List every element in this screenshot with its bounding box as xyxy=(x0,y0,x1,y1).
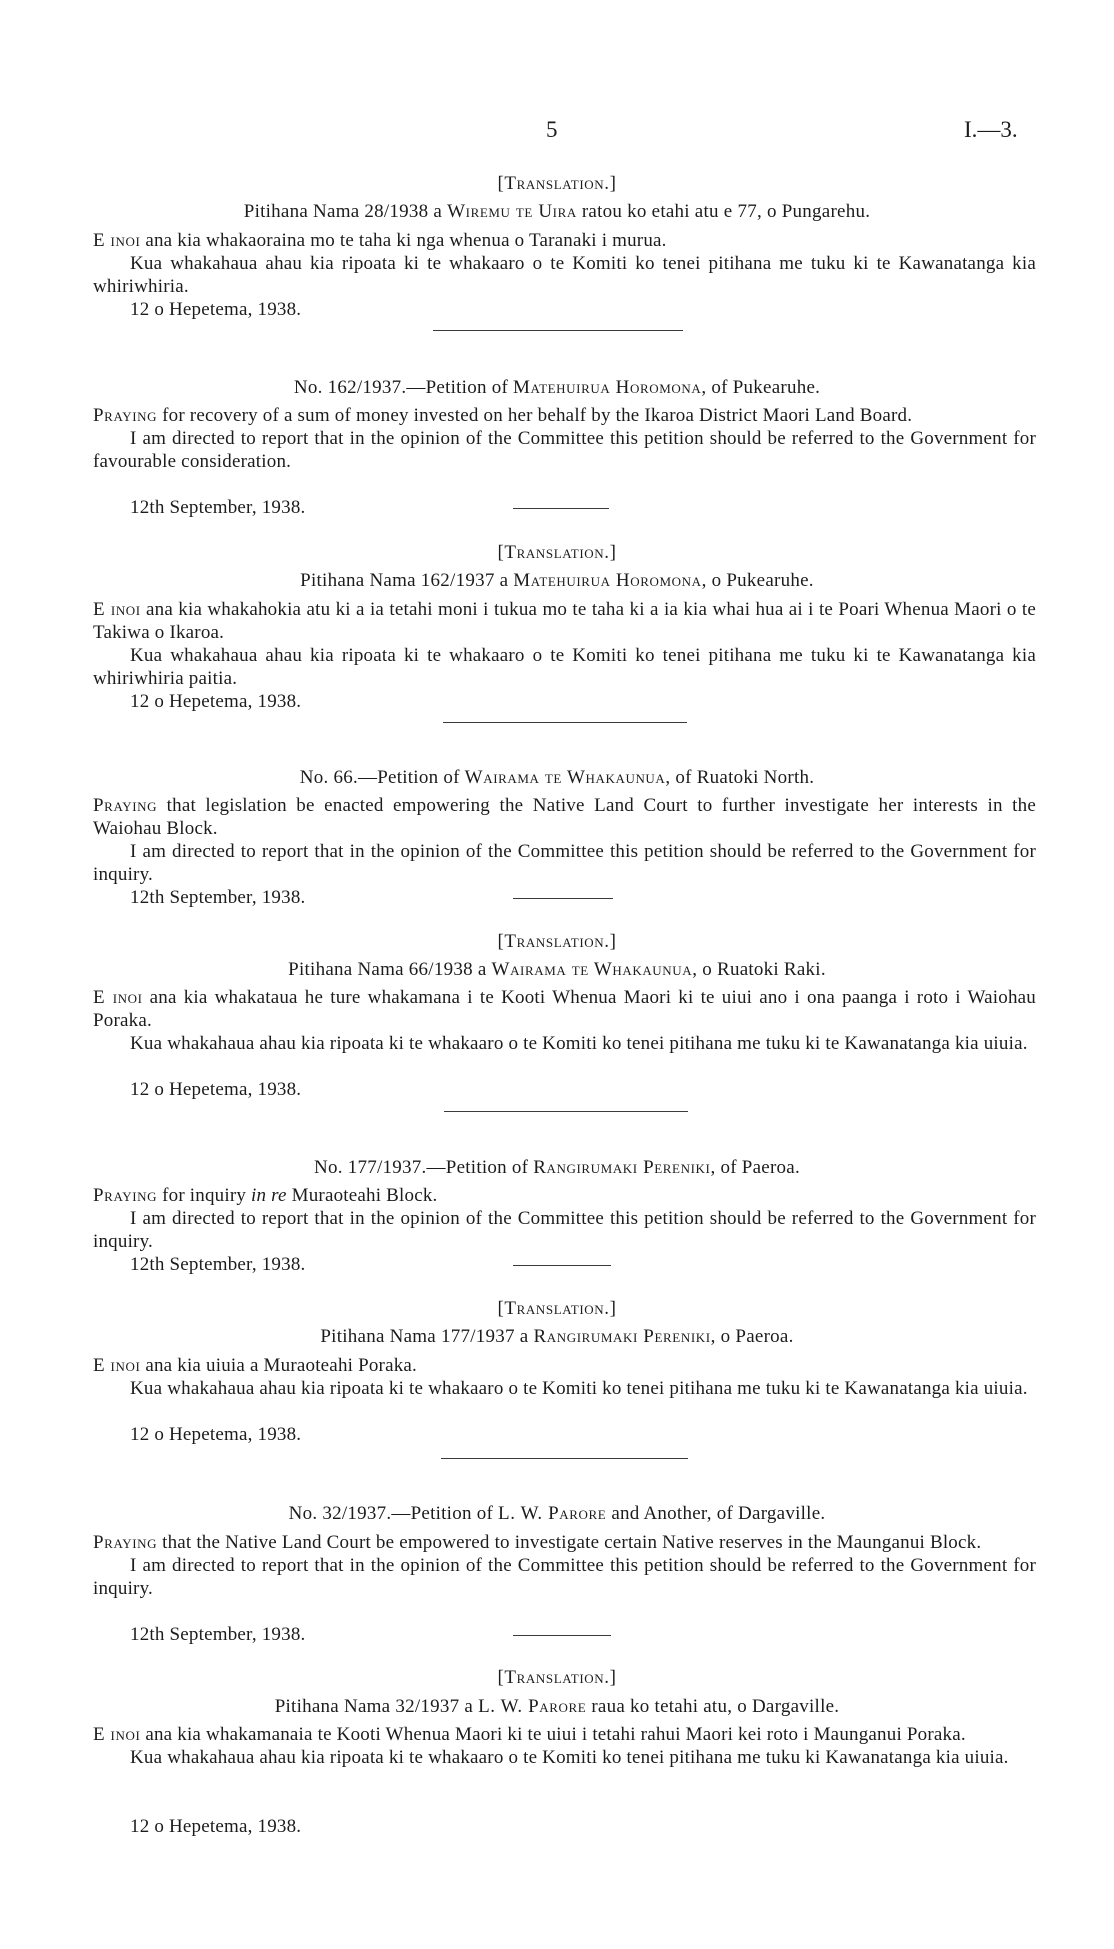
prayer-paragraph: E inoi ana kia uiuia a Muraoteahi Poraka. xyxy=(93,1355,417,1376)
section-divider xyxy=(433,330,683,331)
petition-title: No. 66.—Petition of Wairama te Whakaunua, of Ruatoki North. xyxy=(299,767,815,788)
petition-date: 12th September, 1938. xyxy=(130,497,306,518)
short-divider xyxy=(513,1265,611,1266)
prayer-paragraph: Praying that legislation be enacted empowering the Native Land Court to further investigate her interests in the Waiohau Block. xyxy=(93,795,1036,839)
petition-body xyxy=(93,1354,1036,1400)
report-paragraph: I am directed to report that in the opinion of the Committee this petition should be referred to the Government for inquiry. xyxy=(93,841,1036,885)
petition-date: 12 o Hepetema, 1938. xyxy=(130,1079,302,1100)
prayer-paragraph: E inoi ana kia whakataua he ture whakamana i te Kooti Whenua Maori ki te uiui ano i ona paanga i roto i Waiohau Poraka. xyxy=(93,987,1036,1031)
short-divider xyxy=(513,898,613,899)
petition-body xyxy=(93,1184,1036,1253)
short-divider xyxy=(513,1635,611,1636)
short-divider xyxy=(513,508,609,509)
document-reference: I.—3. xyxy=(964,117,1018,142)
petition-title: No. 177/1937.—Petition of Rangirumaki Pereniki, of Paeroa. xyxy=(314,1157,800,1178)
petition-title: No. 162/1937.—Petition of Matehuirua Horomona, of Pukearuhe. xyxy=(293,377,821,398)
page-number: 5 xyxy=(546,117,558,142)
section-divider xyxy=(441,1458,688,1459)
petition-date: 12th September, 1938. xyxy=(130,1624,306,1645)
translation-heading: [Translation.] xyxy=(497,931,617,952)
prayer-paragraph: Praying for inquiry in re Muraoteahi Block. xyxy=(93,1185,438,1206)
report-paragraph: Kua whakahaua ahau kia ripoata ki te whakaaro o te Komiti ko tenei pitihana me tuku ki Kawanatanga kia uiuia. xyxy=(130,1747,1009,1768)
petition-date: 12th September, 1938. xyxy=(130,1254,306,1275)
petition-body xyxy=(93,794,1036,886)
report-paragraph: Kua whakahaua ahau kia ripoata ki te whakaaro o te Komiti ko tenei pitihana me tuku ki te Kawanatanga kia whiriwhiria. xyxy=(93,253,1036,297)
petitioner-name: Wiremu te Uira xyxy=(447,201,577,222)
prayer-paragraph: E inoi ana kia whakaoraina mo te taha ki nga whenua o Taranaki i murua. xyxy=(93,230,667,251)
section-divider xyxy=(443,722,687,723)
petitioner-name: Rangirumaki Pereniki xyxy=(533,1157,711,1178)
petition-date: 12th September, 1938. xyxy=(130,887,306,908)
translation-heading: [Translation.] xyxy=(497,1667,617,1688)
prayer-paragraph: Praying for recovery of a sum of money invested on her behalf by the Ikaroa District Maori Land Board. xyxy=(93,405,913,426)
petition-date: 12 o Hepetema, 1938. xyxy=(130,691,302,712)
petitioner-name: Wairama te Whakaunua xyxy=(464,767,666,788)
petitioner-name: L. W. Parore xyxy=(478,1696,587,1717)
petition-body xyxy=(93,986,1036,1055)
report-paragraph: Kua whakahaua ahau kia ripoata ki te whakaaro o te Komiti ko tenei pitihana me tuku ki te Kawanatanga kia uiuia. xyxy=(130,1033,1028,1054)
report-paragraph: Kua whakahaua ahau kia ripoata ki te whakaaro o te Komiti ko tenei pitihana me tuku ki te Kawanatanga kia uiuia. xyxy=(130,1378,1028,1399)
report-paragraph: I am directed to report that in the opinion of the Committee this petition should be referred to the Government for favourable consideration. xyxy=(93,428,1036,472)
petition-body xyxy=(93,1723,1036,1769)
petition-body xyxy=(93,1531,1036,1600)
petition-body xyxy=(93,404,1036,473)
petitioner-name: L. W. Parore xyxy=(498,1503,607,1524)
petition-title: Pitihana Nama 32/1937 a L. W. Parore raua ko tetahi atu, o Dargaville. xyxy=(274,1696,840,1717)
prayer-paragraph: Praying that the Native Land Court be empowered to investigate certain Native reserves in the Maunganui Block. xyxy=(93,1532,982,1553)
petition-title: Pitihana Nama 177/1937 a Rangirumaki Pereniki, o Paeroa. xyxy=(320,1326,794,1347)
petitioner-name: Matehuirua Horomona xyxy=(513,570,702,591)
petition-date: 12 o Hepetema, 1938. xyxy=(130,1424,302,1445)
petition-date: 12 o Hepetema, 1938. xyxy=(130,1816,302,1837)
report-paragraph: I am directed to report that in the opinion of the Committee this petition should be referred to the Government for inquiry. xyxy=(93,1555,1036,1599)
petition-title: Pitihana Nama 28/1938 a Wiremu te Uira ratou ko etahi atu e 77, o Pungarehu. xyxy=(243,201,871,222)
translation-heading: [Translation.] xyxy=(497,542,617,563)
petitioner-name: Wairama te Whakaunua xyxy=(491,959,693,980)
petition-title: No. 32/1937.—Petition of L. W. Parore and Another, of Dargaville. xyxy=(288,1503,826,1524)
prayer-paragraph: E inoi ana kia whakahokia atu ki a ia tetahi moni i tukua mo te taha ki a ia kia whai hua ai i te Poari Whenua Maori o te Takiwa o Ikaroa. xyxy=(93,599,1037,643)
petition-title: Pitihana Nama 162/1937 a Matehuirua Horomona, o Pukearuhe. xyxy=(300,570,814,591)
latin-phrase: in re xyxy=(251,1185,287,1206)
translation-heading: [Translation.] xyxy=(497,1298,617,1319)
prayer-paragraph: E inoi ana kia whakamanaia te Kooti Whenua Maori ki te uiui i tetahi rahui Maori kei roto i Maunganui Poraka. xyxy=(93,1724,966,1745)
report-paragraph: Kua whakahaua ahau kia ripoata ki te whakaaro o te Komiti ko tenei pitihana me tuku ki te Kawanatanga kia whiriwhiria paitia. xyxy=(93,645,1036,689)
petition-body xyxy=(93,229,1036,298)
petitioner-name: Matehuirua Horomona xyxy=(513,377,702,398)
report-paragraph: I am directed to report that in the opinion of the Committee this petition should be referred to the Government for inquiry. xyxy=(93,1208,1036,1252)
section-divider xyxy=(444,1111,688,1112)
petition-body xyxy=(93,598,1036,690)
petitioner-name: Rangirumaki Pereniki xyxy=(533,1326,711,1347)
petition-title: Pitihana Nama 66/1938 a Wairama te Whakaunua, o Ruatoki Raki. xyxy=(288,959,826,980)
translation-heading: [Translation.] xyxy=(497,173,617,194)
petition-date: 12 o Hepetema, 1938. xyxy=(130,299,302,320)
